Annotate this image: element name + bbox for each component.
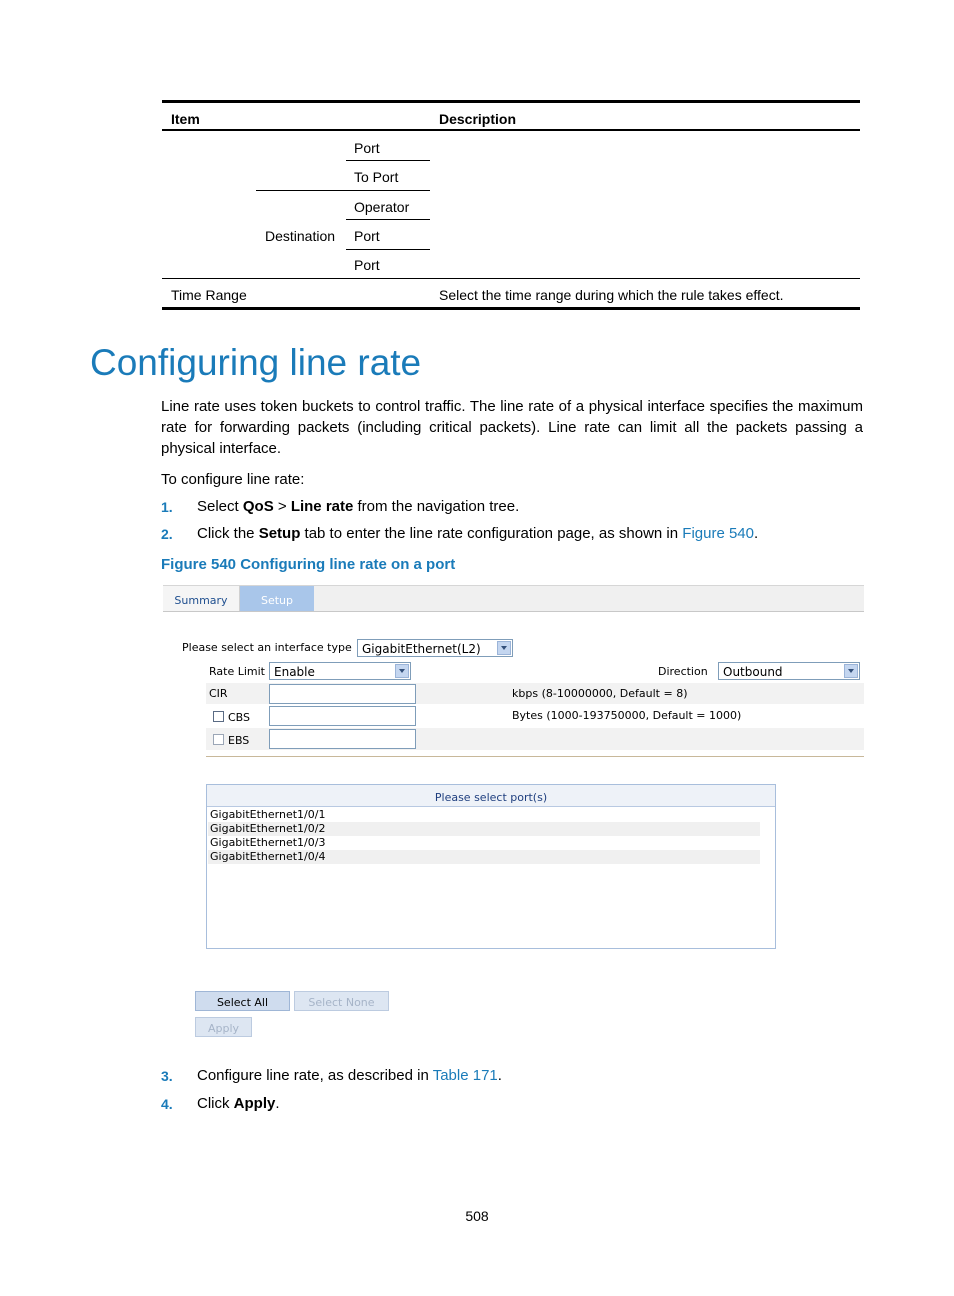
cbs-hint: Bytes (1000-193750000, Default = 1000) (512, 709, 742, 722)
cbs-label: CBS (228, 711, 251, 724)
to-configure-text: To configure line rate: (161, 471, 305, 488)
table-sub-row: Port (354, 140, 380, 156)
table-link[interactable]: Table 171 (432, 1067, 498, 1084)
port-selection-box (206, 784, 776, 949)
direction-value: Outbound (723, 665, 783, 679)
step-number: 2. (161, 526, 173, 542)
table-sub-row: To Port (354, 169, 399, 185)
step-text: Click the Setup tab to enter the line rate configuration page, as shown in Figure 540. (197, 525, 759, 542)
ebs-input[interactable] (269, 729, 416, 749)
table-time-range-item: Time Range (171, 287, 247, 303)
table-header-rule (162, 129, 860, 131)
chevron-down-icon (395, 664, 409, 678)
table-header-description: Description (439, 111, 517, 127)
table-sub-row: Port (354, 228, 380, 244)
ebs-checkbox[interactable] (213, 734, 224, 745)
direction-select[interactable] (718, 662, 860, 680)
select-none-button[interactable]: Select None (294, 991, 389, 1011)
table-divider (346, 249, 430, 250)
intro-paragraph: Line rate uses token buckets to control traffic. The line rate of a physical interface specifies the maximum rate for forwarding packets (including critical packets). Line rate can limit all the packets passing a physical interface. (161, 398, 863, 457)
table-top-rule (162, 100, 860, 103)
tab-summary[interactable]: Summary (163, 586, 240, 611)
step-number: 1. (161, 499, 173, 515)
step-text: Click Apply. (197, 1095, 280, 1112)
section-heading: Configuring line rate (90, 342, 422, 383)
rate-limit-select[interactable] (269, 662, 411, 680)
ebs-label: EBS (228, 734, 250, 747)
tab-bar (163, 585, 864, 612)
page-number: 508 (465, 1208, 489, 1224)
cbs-checkbox[interactable] (213, 711, 224, 722)
direction-label: Direction (658, 665, 708, 678)
table-divider (256, 190, 430, 191)
step-number: 4. (161, 1096, 173, 1112)
cbs-input[interactable] (269, 706, 416, 726)
figure-caption: Figure 540 Configuring line rate on a port (161, 556, 456, 573)
port-selection-header: Please select port(s) (207, 785, 775, 807)
table-header-item: Item (171, 111, 200, 127)
select-all-button[interactable]: Select All (195, 991, 290, 1011)
step-text: Select QoS > Line rate from the navigation tree. (197, 498, 520, 515)
port-list-item[interactable]: GigabitEthernet1/0/1 (210, 808, 326, 821)
rate-limit-label: Rate Limit (209, 665, 265, 678)
step-number: 3. (161, 1068, 173, 1084)
table-bottom-rule (162, 307, 860, 310)
table-row-rule (162, 278, 860, 279)
apply-button[interactable]: Apply (195, 1017, 252, 1037)
figure-link[interactable]: Figure 540 (682, 525, 754, 542)
table-time-range-desc: Select the time range during which the rule takes effect. (439, 287, 784, 303)
cir-hint: kbps (8-10000000, Default = 8) (512, 687, 688, 700)
table-divider (346, 219, 430, 220)
form-divider (206, 756, 864, 757)
rate-limit-value: Enable (274, 665, 315, 679)
port-list-item[interactable]: GigabitEthernet1/0/2 (208, 822, 760, 836)
tab-setup[interactable]: Setup (240, 586, 314, 611)
port-list-item[interactable]: GigabitEthernet1/0/4 (208, 850, 760, 864)
interface-type-value: GigabitEthernet(L2) (362, 642, 481, 656)
cir-input[interactable] (269, 684, 416, 704)
table-sub-row: Operator (354, 199, 410, 215)
step-text: Configure line rate, as described in Table 171. (197, 1067, 502, 1084)
interface-type-label: Please select an interface type (182, 641, 352, 654)
chevron-down-icon (497, 641, 511, 655)
port-list-item[interactable]: GigabitEthernet1/0/3 (210, 836, 326, 849)
cir-label: CIR (209, 687, 228, 700)
table-destination-label: Destination (265, 228, 336, 244)
chevron-down-icon (844, 664, 858, 678)
interface-type-select[interactable] (357, 639, 513, 657)
table-divider (346, 160, 430, 161)
table-sub-row: Port (354, 257, 380, 273)
